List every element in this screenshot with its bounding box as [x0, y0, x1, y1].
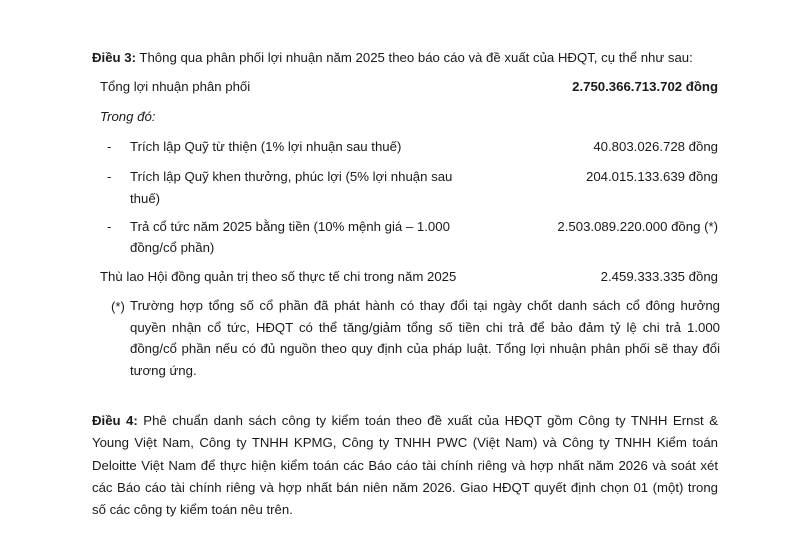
- item-2-bullet: -: [107, 169, 112, 184]
- item-3-value: 2.503.089.220.000 đồng (*): [557, 219, 718, 234]
- article-4-heading: Điều 4:: [92, 413, 138, 428]
- item-1-label: Trích lập Quỹ từ thiện (1% lợi nhuận sau thuế): [130, 139, 402, 154]
- total-profit-value: 2.750.366.713.702 đồng: [572, 79, 718, 94]
- item-1-value: 40.803.026.728 đồng: [593, 139, 718, 154]
- remuneration-value: 2.459.333.335 đồng: [600, 269, 718, 284]
- item-2-value: 204.015.133.639 đồng: [585, 169, 718, 184]
- article-4-paragraph: [92, 410, 718, 521]
- article-4-text: Phê chuẩn danh sách công ty kiểm toán theo đề xuất của HĐQT gồm Công ty TNHH Ernst & Young Việt Nam, Công ty TNHH KPMG, Công ty TNHH PWC (Việt Nam) và Công ty TNHH Kiểm toán Deloitte Việt Nam để thực hiện kiểm toán các Báo cáo tài chính riêng và hợp nhất năm 2026 và soát xét các Báo cáo tài chính riêng và hợp nhất bán niên năm 2026. Giao HĐQT quyết định chọn 01 (một) trong số các công ty kiểm toán nêu trên.: [92, 413, 718, 518]
- total-profit-label: Tổng lợi nhuận phân phối: [100, 79, 251, 94]
- item-3-bullet: -: [107, 219, 112, 234]
- article-3-intro: Thông qua phân phối lợi nhuận năm 2025 theo báo cáo và đề xuất của HĐQT, cụ thể như sau:: [135, 50, 693, 65]
- note-marker: (*): [111, 299, 125, 314]
- article-3-heading-line: [92, 50, 693, 65]
- of-which-label: Trong đó:: [100, 109, 156, 124]
- item-3-label-line2: đồng/cổ phần): [130, 240, 215, 255]
- note-text: Trường hợp tổng số cổ phần đã phát hành có thay đổi tại ngày chốt danh sách cổ đông hưởng quyền nhận cổ tức, HĐQT có thể tăng/giảm tổng số tiền chi trả để bảo đảm tỷ lệ chi trả 1.000 đồng/cổ phần nếu có đủ nguồn theo quy định của pháp luật. Tổng lợi nhuận phân phối sẽ thay đổi tương ứng.: [130, 298, 720, 378]
- item-2-label-line2: thuế): [130, 191, 161, 206]
- item-3-label-line1: Trả cổ tức năm 2025 bằng tiền (10% mệnh giá – 1.000: [130, 219, 450, 234]
- item-1-bullet: -: [107, 139, 112, 154]
- article-3-heading: Điều 3:: [92, 50, 136, 65]
- remuneration-label: Thù lao Hội đồng quản trị theo số thực tế chi trong năm 2025: [100, 269, 457, 284]
- item-2-label-line1: Trích lập Quỹ khen thưởng, phúc lợi (5% lợi nhuận sau: [130, 169, 453, 184]
